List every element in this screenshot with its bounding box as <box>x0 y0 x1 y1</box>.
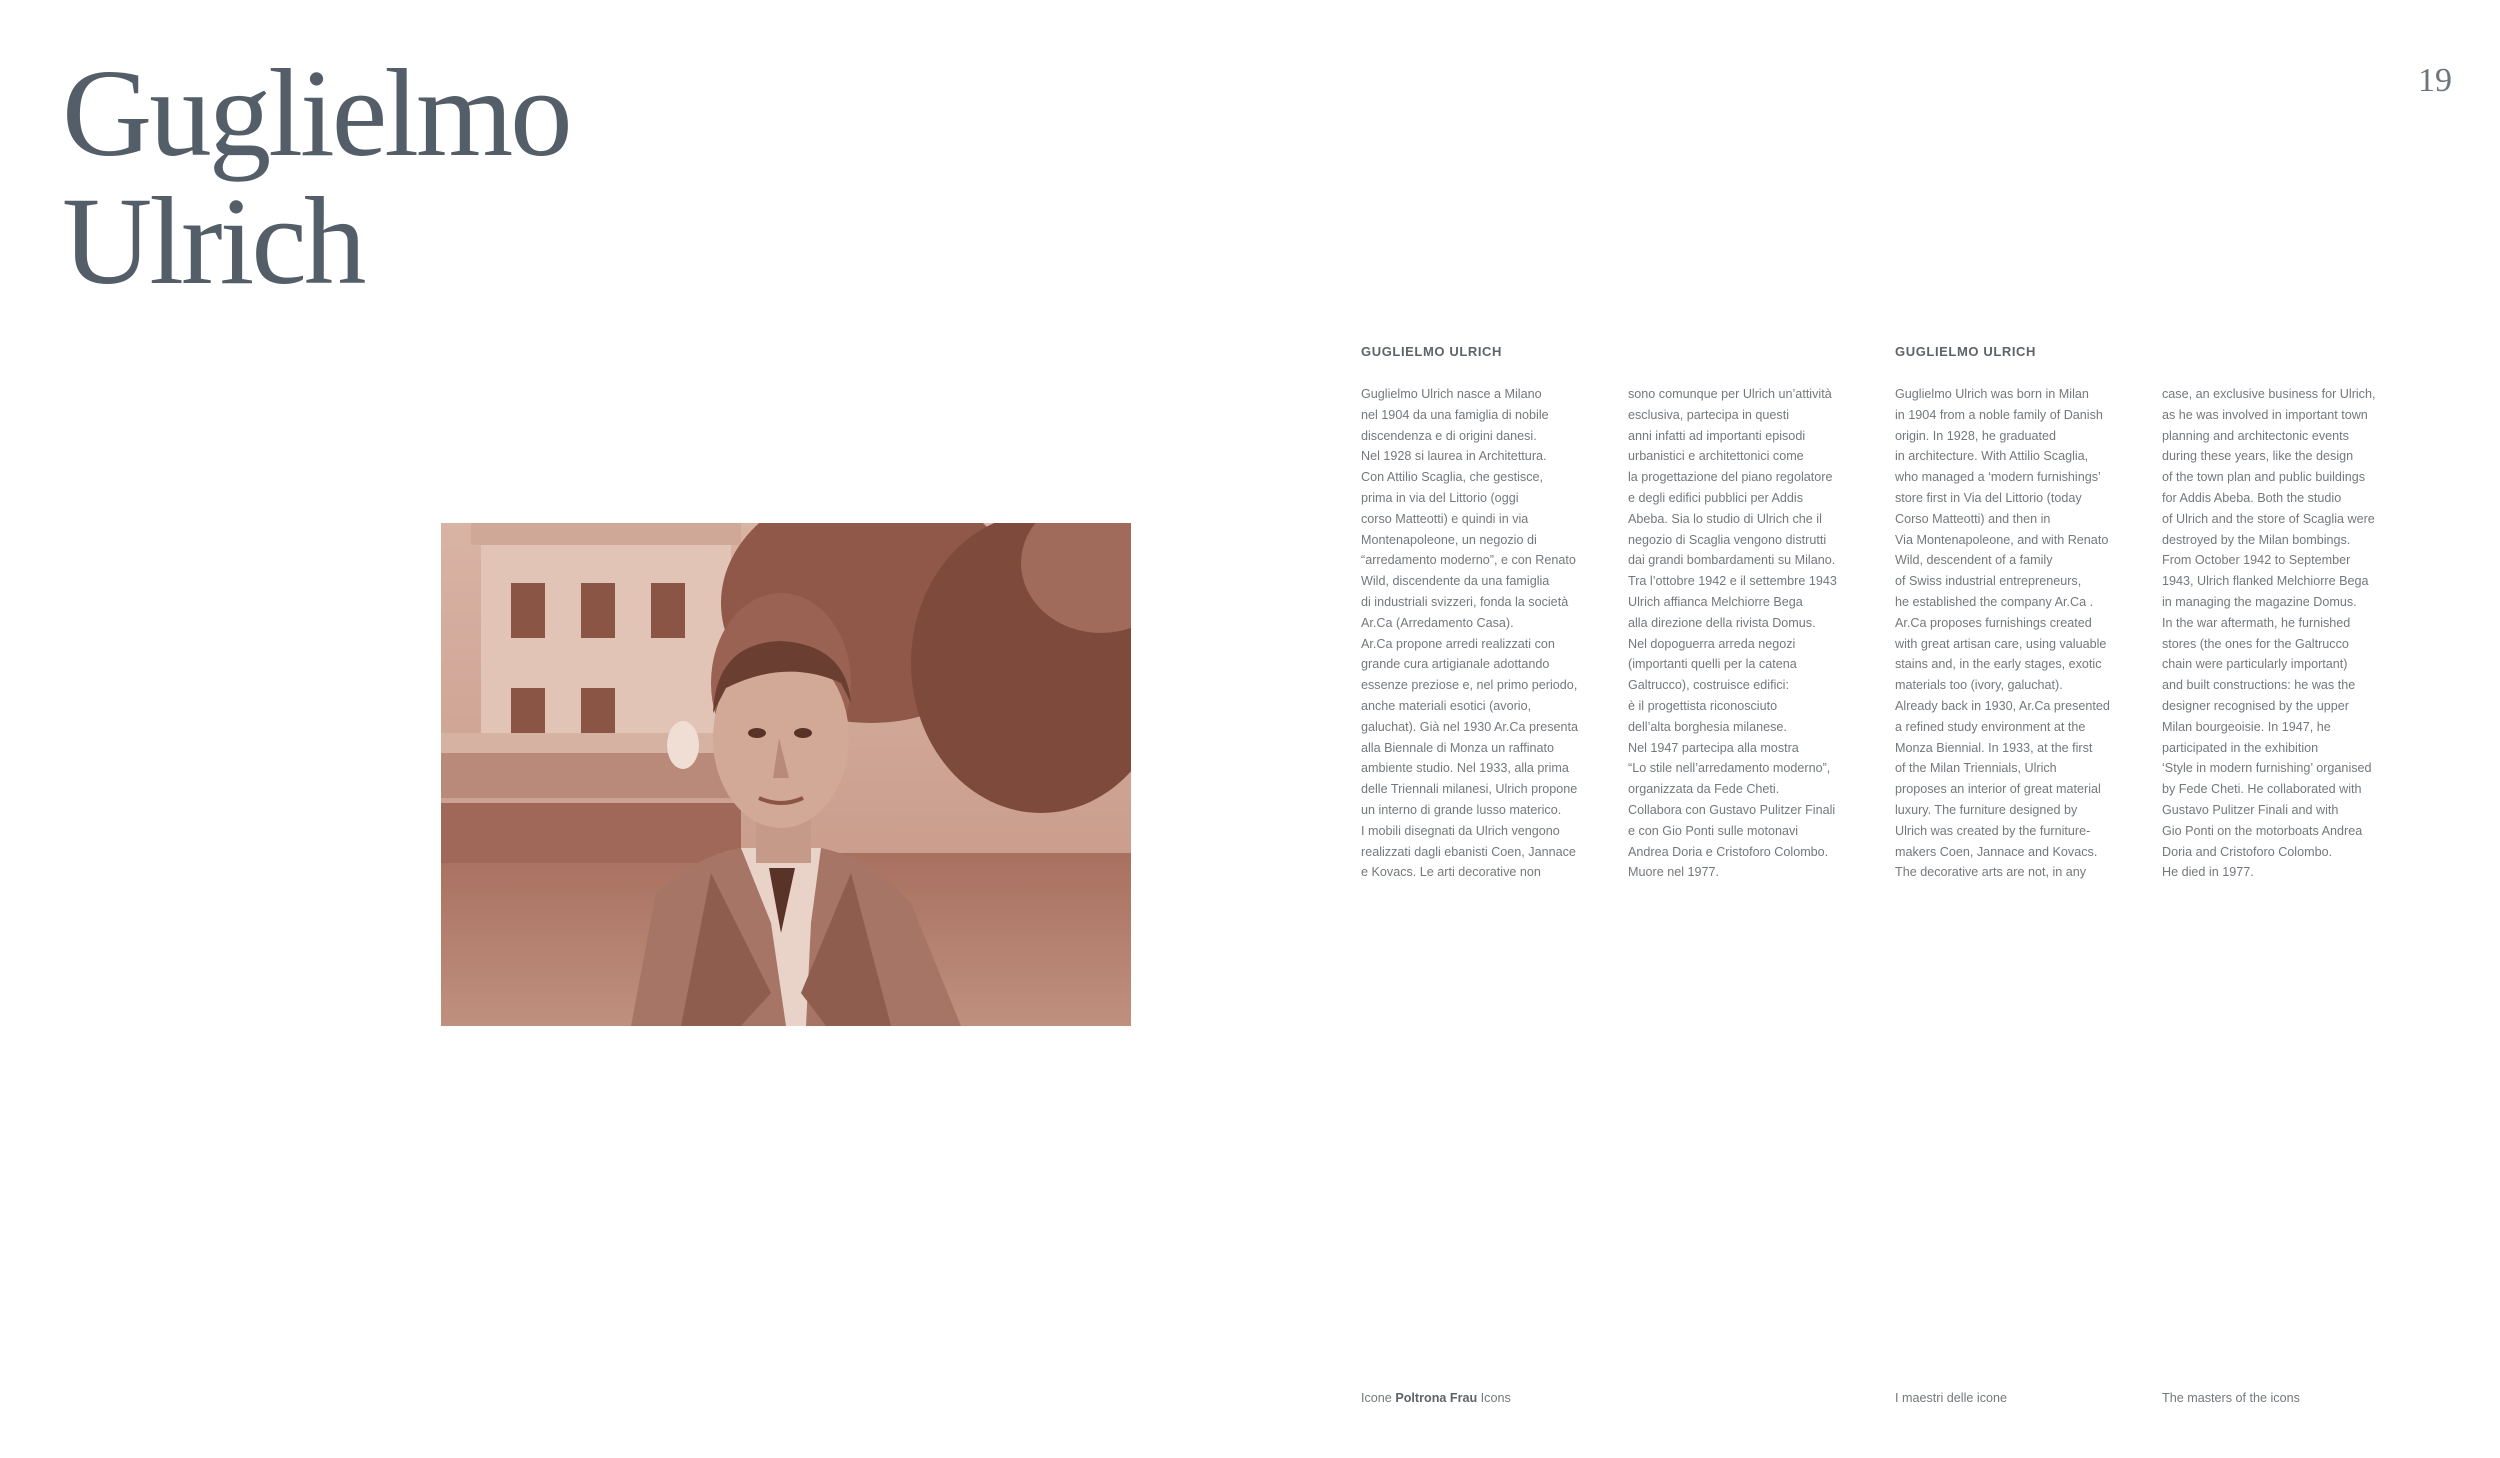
page-number: 19 <box>2418 62 2452 99</box>
italian-text-line: un interno di grande lusso materico. <box>1361 802 1562 817</box>
english-text-line: stores (the ones for the Galtrucco <box>2162 636 2349 651</box>
italian-text-line: grande cura artigianale adottando <box>1361 657 1550 672</box>
italian-text-line: e Kovacs. Le arti decorative non <box>1361 865 1541 880</box>
english-text-line: and built constructions: he was the <box>2162 678 2356 693</box>
footer-prefix: Icone <box>1361 1391 1396 1405</box>
english-text-line: for Addis Abeba. Both the studio <box>2162 490 2342 505</box>
english-text-line: Gio Ponti on the motorboats Andrea <box>2162 823 2363 838</box>
english-text-line: of Ulrich and the store of Scaglia were <box>2162 511 2375 526</box>
italian-text-line: Ulrich affianca Melchiorre Bega <box>1628 594 1803 609</box>
italian-text-line: esclusiva, partecipa in questi <box>1628 407 1790 422</box>
italian-text-line: la progettazione del piano regolatore <box>1628 470 1833 485</box>
english-text-line: proposes an interior of great material <box>1895 782 2101 797</box>
english-text-line: as he was involved in important town <box>2162 407 2368 422</box>
portrait-photo <box>441 523 1131 1026</box>
italian-text-line: Muore nel 1977. <box>1628 865 1720 880</box>
italian-text-line: corso Matteotti) e quindi in via <box>1361 511 1529 526</box>
english-text-line: Guglielmo Ulrich was born in Milan <box>1895 387 2089 401</box>
italian-text-line: “Lo stile nell’arredamento moderno”, <box>1628 761 1831 776</box>
english-text-line: Ar.Ca proposes furnishings created <box>1895 615 2092 630</box>
italian-text-line: alla Biennale di Monza un raffinato <box>1361 740 1555 755</box>
english-text-line: Corso Matteotti) and then in <box>1895 511 2051 526</box>
english-text-line: From October 1942 to September <box>2162 553 2351 568</box>
italian-text-line: è il progettista riconosciuto <box>1628 698 1778 713</box>
english-text-line: Monza Biennial. In 1933, at the first <box>1895 740 2093 755</box>
italian-text-column-2 <box>1628 384 1884 883</box>
italian-text-line: “arredamento moderno”, e con Renato <box>1361 553 1576 568</box>
english-text-line: The decorative arts are not, in any <box>1895 865 2087 880</box>
italian-text-line: e degli edifici pubblici per Addis <box>1628 490 1804 505</box>
footer-brand: Poltrona Frau <box>1395 1391 1478 1405</box>
italian-text-line: Ar.Ca (Arredamento Casa). <box>1361 615 1514 630</box>
english-text-line: ‘Style in modern furnishing’ organised <box>2162 761 2372 776</box>
italian-text-line: galuchat). Già nel 1930 Ar.Ca presenta <box>1361 719 1579 734</box>
english-text-line: materials too (ivory, galuchat). <box>1895 678 2063 693</box>
portrait-photo-illustration <box>441 523 1131 1026</box>
english-section-heading: GUGLIELMO ULRICH <box>1895 344 2037 359</box>
english-text-line: in managing the magazine Domus. <box>2162 594 2357 609</box>
italian-text-line: urbanistici e architettonici come <box>1628 449 1804 464</box>
italian-text-column-1 <box>1361 384 1617 883</box>
italian-text-line: discendenza e di origini danesi. <box>1361 428 1537 443</box>
italian-text-line: I mobili disegnati da Ulrich vengono <box>1361 823 1560 838</box>
italian-text-line: Galtrucco), costruisce edifici: <box>1628 678 1789 693</box>
english-text-line: origin. In 1928, he graduated <box>1895 428 2057 443</box>
english-text-line: with great artisan care, using valuable <box>1895 636 2107 651</box>
english-text-line: Wild, descendent of a family <box>1895 553 2053 568</box>
english-text-line: Ulrich was created by the furniture- <box>1895 823 2091 838</box>
english-text-line: destroyed by the Milan bombings. <box>2162 532 2351 547</box>
english-text-line: case, an exclusive business for Ulrich, <box>2162 387 2376 401</box>
italian-text-line: delle Triennali milanesi, Ulrich propone <box>1361 782 1578 797</box>
italian-text-line: Nel 1928 si laurea in Architettura. <box>1361 449 1547 464</box>
italian-text-line: Montenapoleone, un negozio di <box>1361 532 1537 547</box>
english-text-line: store first in Via del Littorio (today <box>1895 490 2082 505</box>
italian-text-line: essenze preziose e, nel primo periodo, <box>1361 678 1578 693</box>
footer-english-section-label: The masters of the icons <box>2162 1391 2300 1405</box>
english-text-line: by Fede Cheti. He collaborated with <box>2162 782 2362 797</box>
english-text-line: a refined study environment at the <box>1895 719 2086 734</box>
italian-text-line: Tra l’ottobre 1942 e il settembre 1943 <box>1628 574 1837 589</box>
italian-text-line: e con Gio Ponti sulle motonavi <box>1628 823 1799 838</box>
english-text-line: stains and, in the early stages, exotic <box>1895 657 2102 672</box>
english-text-line: Gustavo Pulitzer Finali and with <box>2162 802 2339 817</box>
english-text-line: planning and architectonic events <box>2162 428 2349 443</box>
english-text-line: chain were particularly important) <box>2162 657 2348 672</box>
italian-text-line: organizzata da Fede Cheti. <box>1628 782 1780 797</box>
english-text-line: Already back in 1930, Ar.Ca presented <box>1895 698 2110 713</box>
english-text-line: Doria and Cristoforo Colombo. <box>2162 844 2333 859</box>
italian-text-line: Nel 1947 partecipa alla mostra <box>1628 740 1799 755</box>
english-text-column-1 <box>1895 384 2151 883</box>
english-text-line: Via Montenapoleone, and with Renato <box>1895 532 2109 547</box>
page-title-last-name: Ulrich <box>62 173 364 311</box>
italian-text-line: Guglielmo Ulrich nasce a Milano <box>1361 387 1542 401</box>
footer-italian-section-label: I maestri delle icone <box>1895 1391 2007 1405</box>
english-text-line: of the Milan Triennials, Ulrich <box>1895 761 2057 776</box>
italian-text-line: di industriali svizzeri, fonda la società <box>1361 594 1569 609</box>
english-text-line: designer recognised by the upper <box>2162 698 2349 713</box>
italian-text-line: anche materiali esotici (avorio, <box>1361 698 1532 713</box>
italian-text-line: dai grandi bombardamenti su Milano. <box>1628 553 1836 568</box>
english-text-line: who managed a ‘modern furnishings’ <box>1895 470 2101 485</box>
english-text-line: during these years, like the design <box>2162 449 2354 464</box>
english-text-line: 1943, Ulrich flanked Melchiorre Bega <box>2162 574 2369 589</box>
english-text-line: In the war aftermath, he furnished <box>2162 615 2351 630</box>
italian-text-line: realizzati dagli ebanisti Coen, Jannace <box>1361 844 1576 859</box>
english-text-line: participated in the exhibition <box>2162 740 2319 755</box>
italian-text-line: Collabora con Gustavo Pulitzer Finali <box>1628 802 1836 817</box>
italian-text-line: sono comunque per Ulrich un’attività <box>1628 387 1832 401</box>
italian-text-line: Ar.Ca propone arredi realizzati con <box>1361 636 1555 651</box>
italian-text-line: prima in via del Littorio (oggi <box>1361 490 1519 505</box>
english-text-line: makers Coen, Jannace and Kovacs. <box>1895 844 2098 859</box>
english-text-column-2 <box>2162 384 2418 883</box>
english-text-line: He died in 1977. <box>2162 865 2254 880</box>
italian-text-line: Andrea Doria e Cristoforo Colombo. <box>1628 844 1829 859</box>
italian-text-line: Con Attilio Scaglia, che gestisce, <box>1361 470 1544 485</box>
italian-text-line: nel 1904 da una famiglia di nobile <box>1361 407 1549 422</box>
italian-text-line: alla direzione della rivista Domus. <box>1628 615 1816 630</box>
italian-section-heading: GUGLIELMO ULRICH <box>1361 344 1503 359</box>
italian-text-line: anni infatti ad importanti episodi <box>1628 428 1806 443</box>
english-text-line: luxury. The furniture designed by <box>1895 802 2078 817</box>
english-text-line: in architecture. With Attilio Scaglia, <box>1895 449 2089 464</box>
english-text-line: of Swiss industrial entrepreneurs, <box>1895 574 2082 589</box>
italian-text-line: Wild, discendente da una famiglia <box>1361 574 1550 589</box>
english-text-line: Milan bourgeoisie. In 1947, he <box>2162 719 2331 734</box>
page-title-first-name: Guglielmo <box>62 45 570 183</box>
italian-text-line: Nel dopoguerra arreda negozi <box>1628 636 1796 651</box>
footer-suffix: Icons <box>1477 1391 1511 1405</box>
italian-text-line: Abeba. Sia lo studio di Ulrich che il <box>1628 511 1822 526</box>
italian-text-line: dell’alta borghesia milanese. <box>1628 719 1787 734</box>
italian-text-line: ambiente studio. Nel 1933, alla prima <box>1361 761 1569 776</box>
english-text-line: in 1904 from a noble family of Danish <box>1895 407 2103 422</box>
english-text-line: he established the company Ar.Ca . <box>1895 594 2094 609</box>
italian-text-line: (importanti quelli per la catena <box>1628 657 1797 672</box>
footer-brand-label <box>1361 1391 1511 1405</box>
english-text-line: of the town plan and public buildings <box>2162 470 2366 485</box>
italian-text-line: negozio di Scaglia vengono distrutti <box>1628 532 1827 547</box>
